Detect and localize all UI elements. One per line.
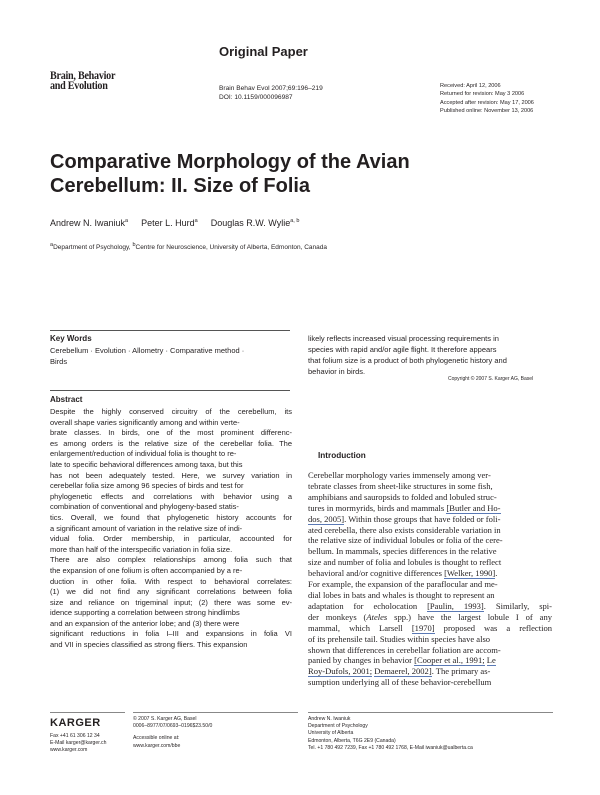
article-title: Comparative Morphology of the Avian Cerebellum: II. Size of Folia bbox=[50, 151, 410, 197]
abstract-line: behavior in birds. bbox=[308, 367, 366, 376]
publisher-contact: Fax +41 61 306 12 34 E-Mail karger@karger.ch www.karger.com bbox=[50, 733, 107, 754]
publication-info: © 2007 S. Karger AG, Basel 0006–8977/07/0693–0196$23.50/0 Accessible online at: www.karger.com/bbe bbox=[133, 716, 213, 749]
introduction-line: Cerebellar morphology varies immensely among ver- bbox=[308, 470, 491, 480]
abstract-line: duction in other folia. With respect to behavioral correlates: bbox=[50, 576, 292, 586]
abstract-line: cerebellar folia size among 96 species of birds and test for bbox=[50, 481, 244, 491]
abstract-line: enlargement/reduction of individual folia is thought to re- bbox=[50, 449, 237, 459]
abstract-line: phylogenetic effects and correlations with behavior using a bbox=[50, 491, 292, 501]
journal-logo: Brain, Behavior and Evolution bbox=[50, 70, 116, 92]
introduction-line: dos, 2005]. Within those groups that have folded or foli- bbox=[308, 513, 501, 524]
introduction-line: shown that differences in cerebellar foliation are accom- bbox=[308, 644, 501, 655]
abstract-line: and an expansion of the anterior lobe; and (3) there were bbox=[50, 618, 240, 628]
keywords: Cerebellum · Evolution · Allometry · Comparative method · Birds bbox=[50, 346, 245, 366]
citation-link[interactable]: Roy-Dufols, 2001; bbox=[308, 666, 373, 677]
citation-block bbox=[219, 84, 323, 102]
introduction-line: ated cerebella, there also exists considerable variation in bbox=[308, 524, 501, 535]
keywords-heading: Key Words bbox=[50, 334, 92, 343]
introduction-line: tebrate classes from sheet-like structures in some fish, bbox=[308, 480, 493, 491]
introduction-line: size and number of folia and lobules is thought to reflect bbox=[308, 557, 502, 568]
date-accepted: Accepted after revision: May 17, 2006 bbox=[440, 99, 534, 106]
citation-link[interactable]: dos, 2005] bbox=[308, 513, 345, 524]
correspondence: Andrew N. Iwaniuk Department of Psychology University of Alberta Edmonton, Alberta, T6G 2E9 (Canada) Tel. +1 780 492 7239, Fax +1 780 492 1768, E-Mail iwaniuk@ualberta.ca bbox=[308, 716, 473, 751]
introduction-line: sumption underlying all of these behavior-cerebellum bbox=[308, 677, 492, 688]
introduction-text bbox=[308, 470, 552, 688]
abstract-line: likely reflects increased visual processing requirements in bbox=[308, 334, 499, 343]
introduction-line: the relative size of individual lobules or folia of the cere- bbox=[308, 535, 503, 546]
introduction-line: behavioral and/or cognitive differences [Welker, 1990]. bbox=[308, 568, 498, 579]
doi: DOI: 10.1159/000096987 bbox=[219, 94, 293, 101]
introduction-line: dial lobes in bats and whales is thought to represent an bbox=[308, 589, 495, 600]
abstract-line: Despite the highly conserved circuitry of the cerebellum, its bbox=[50, 407, 292, 416]
abstract-line: a significant amount of variation in the relative size of indi- bbox=[50, 523, 243, 533]
affiliations: $^a$Department of Psychology, $^b$Centre for Neuroscience, University of Alberta, Edmonton, Canada bbox=[50, 242, 327, 252]
introduction-line: of its prehensile tail. Studies within species have also bbox=[308, 633, 491, 644]
abstract-line: that folium size is a product of both phylogenetic history and bbox=[308, 356, 507, 365]
history-dates bbox=[440, 82, 534, 116]
divider bbox=[50, 330, 290, 331]
author: Andrew N. Iwaniuk bbox=[50, 218, 126, 228]
abstract-line: size and reliance on trigeminal input; (2) there was some ev- bbox=[50, 597, 292, 607]
footer-divider bbox=[50, 712, 125, 713]
introduction-line: For example, the expansion of the paraflocular and me- bbox=[308, 579, 498, 590]
abstract-text bbox=[50, 407, 292, 651]
citation-link[interactable]: [Paulin, 1993] bbox=[427, 600, 484, 611]
abstract-continued bbox=[308, 333, 551, 377]
citation: Brain Behav Evol 2007;69:196–219 bbox=[219, 85, 323, 92]
citation-link[interactable]: Le bbox=[486, 655, 496, 666]
abstract-line: es among orders is the relative size of the cerebellar folia. The bbox=[50, 438, 292, 448]
footer-divider bbox=[133, 712, 298, 713]
abstract-line: has not been adequately tested. Here, we survey variation in bbox=[50, 470, 292, 480]
abstract-line: and VII in species classified as strong fliers. This expansion bbox=[50, 640, 248, 650]
abstract-line: brate classes. In birds, one of the most prominent differenc- bbox=[50, 428, 292, 438]
date-returned: Returned for revision: May 3 2006 bbox=[440, 91, 525, 98]
date-received: Received: April 12, 2006 bbox=[440, 83, 501, 89]
introduction-line: panied by changes in behavior [Cooper et al., 1991; Le bbox=[308, 655, 496, 666]
abstract-line: the expansion of one folium is often accompanied by a re- bbox=[50, 565, 243, 575]
date-published: Published online: November 13, 2006 bbox=[440, 108, 534, 115]
abstract-line: combination of conventional and phylogeny-based statis- bbox=[50, 502, 239, 512]
author-list: Andrew N. Iwaniuk$^a$ Peter L. Hurd$^a$ Douglas R.W. Wylie$^{a, b}$ bbox=[50, 218, 300, 228]
abstract-line: more than half of the interspecific variation in folia size. bbox=[50, 544, 233, 554]
introduction-heading: Introduction bbox=[318, 451, 366, 460]
publisher-logo: KARGER bbox=[50, 717, 101, 729]
abstract-line: (1) we did not find any significant correlations between folia bbox=[50, 587, 292, 597]
divider bbox=[50, 390, 290, 391]
citation-link[interactable]: [Cooper et al., 1991; bbox=[414, 655, 485, 666]
abstract-line: late to specific behavioral differences among taxa, but this bbox=[50, 459, 243, 469]
author: Peter L. Hurd bbox=[141, 218, 195, 228]
introduction-line: tures in mormyrids, birds and mammals [Butler and Ho- bbox=[308, 502, 501, 513]
citation-link[interactable]: [1970] bbox=[411, 622, 435, 633]
paper-type: Original Paper bbox=[219, 44, 308, 59]
introduction-line: der monkeys (Ateles spp.) have the largest lobule I of any bbox=[308, 611, 552, 622]
abstract-line: significant reductions in folia I–III and expansions in folia VI bbox=[50, 629, 292, 639]
introduction-line: amphibians and sauropsids to folded and lobuled struc- bbox=[308, 491, 497, 502]
abstract-line: overall shape varies significantly among and within verte- bbox=[50, 417, 240, 427]
author: Douglas R.W. Wylie bbox=[210, 218, 291, 228]
citation-link[interactable]: Demaerel, 2002] bbox=[374, 666, 432, 677]
copyright-line: Copyright © 2007 S. Karger AG, Basel bbox=[448, 376, 534, 382]
citation-link[interactable]: [Butler and Ho- bbox=[446, 502, 501, 513]
abstract-line: There are also complex relationships among folia such that bbox=[50, 555, 292, 565]
introduction-line: adaptation for echolocation [Paulin, 1993]. Similarly, spi- bbox=[308, 600, 553, 611]
introduction-line: mammal, which Larsell [1970] proposed was a reflection bbox=[308, 622, 552, 633]
introduction-line: Roy-Dufols, 2001; Demaerel, 2002]. The primary as- bbox=[308, 666, 491, 677]
abstract-line: tics. Overall, we found that phylogenetic history accounts for bbox=[50, 512, 292, 522]
abstract-heading: Abstract bbox=[50, 395, 83, 404]
footer-divider bbox=[308, 712, 553, 713]
abstract-line: idence supporting a correlation between strong hindlimbs bbox=[50, 608, 240, 618]
abstract-line: species with rapid and/or agile flight. It therefore appears bbox=[308, 345, 497, 354]
citation-link[interactable]: [Welker, 1990] bbox=[444, 568, 496, 579]
abstract-line: vidual folia. Order membership, in particular, accounted for bbox=[50, 534, 292, 544]
introduction-line: bellum. In mammals, species differences in the relative bbox=[308, 546, 497, 557]
